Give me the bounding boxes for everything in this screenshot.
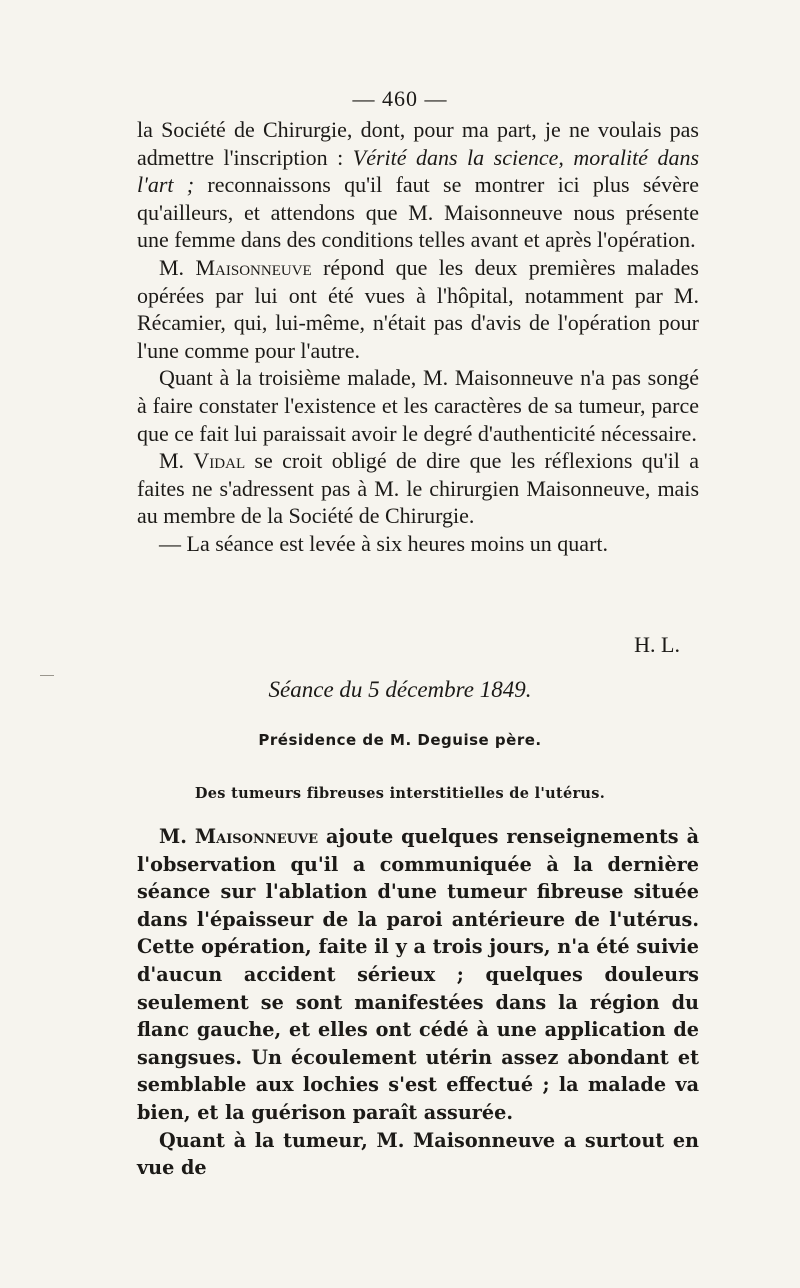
text-segment: reconnaissons qu'il faut se montrer ici plus sévère qu'ailleurs, et attendons que M. Maisonneuve nous présente une femme dans des conditions telles avant et après l'opération. [137,172,699,253]
honorific: M. [159,825,195,848]
text-segment: la Société de Chirurgie, dont, pour ma part, je ne voulais pas admettre l'inscription : [137,117,699,170]
text-segment: répond que les deux premières malades opérées par lui ont été vues à l'hôpital, notamment par M. Récamier, qui, lui-même, n'était pas d'avis de l'opération pour l'une comme pour l'autre. [137,254,699,363]
speaker-name: Maisonneuve [194,825,319,848]
signature-initials: H. L. [634,632,680,657]
section-rubric: Des tumeurs fibreuses interstitielles de l'utérus. [194,785,606,802]
paragraph-maisonneuve-reply [137,254,699,364]
paragraph-third-patient: Quant à la troisième malade, M. Maisonneuve n'a pas songé à faire constater l'existence et les caractères de sa tumeur, parce que ce fait lui paraissait avoir le degré d'authenticité nécessaire. [137,365,699,446]
paragraph-vidal [137,447,699,530]
continued-text [137,116,699,558]
text-segment: se croit obligé de dire que les réflexions qu'il a faites ne s'adressent pas à M. le chirurgien Maisonneuve, mais au membre de la Société de Chirurgie. [137,448,699,529]
page-number: — 460 — [352,86,448,111]
session-heading: Séance du 5 décembre 1849. [268,677,532,702]
new-section-text [137,823,699,1182]
paragraph-inscription [137,116,699,254]
text-segment: ajoute quelques renseignements à l'observation qu'il a communiquée à la dernière séance sur l'ablation d'une tumeur fibreuse située dans l'épaisseur de la paroi antérieure de l'utérus. Cette opération, faite il y a trois jours, n'a été suivie d'aucun accident sérieux ; quelques douleurs seulement se sont manifestées dans la région du flanc gauche, et elles ont cédé à une application de sangsues. Un écoulement utérin assez abondant et semblable aux lochies s'est effectué ; la malade va bien, et la guérison paraît assurée. [137,825,699,1124]
margin-mark [40,675,54,676]
honorific: M. [159,254,196,280]
paragraph-tumor: Quant à la tumeur, M. Maisonneuve a surtout en vue de [137,1128,699,1180]
honorific: M. [159,448,194,474]
paragraph-closing: — La séance est levée à six heures moins un quart. [159,530,609,556]
motto: Vérité dans la science, moralité dans l'art ; [137,144,700,198]
presidency-line: Présidence de M. Deguise père. [258,731,542,749]
paragraph-observation [137,823,699,1127]
speaker-name: Maisonneuve [195,254,312,280]
speaker-name: Vidal [193,448,246,474]
